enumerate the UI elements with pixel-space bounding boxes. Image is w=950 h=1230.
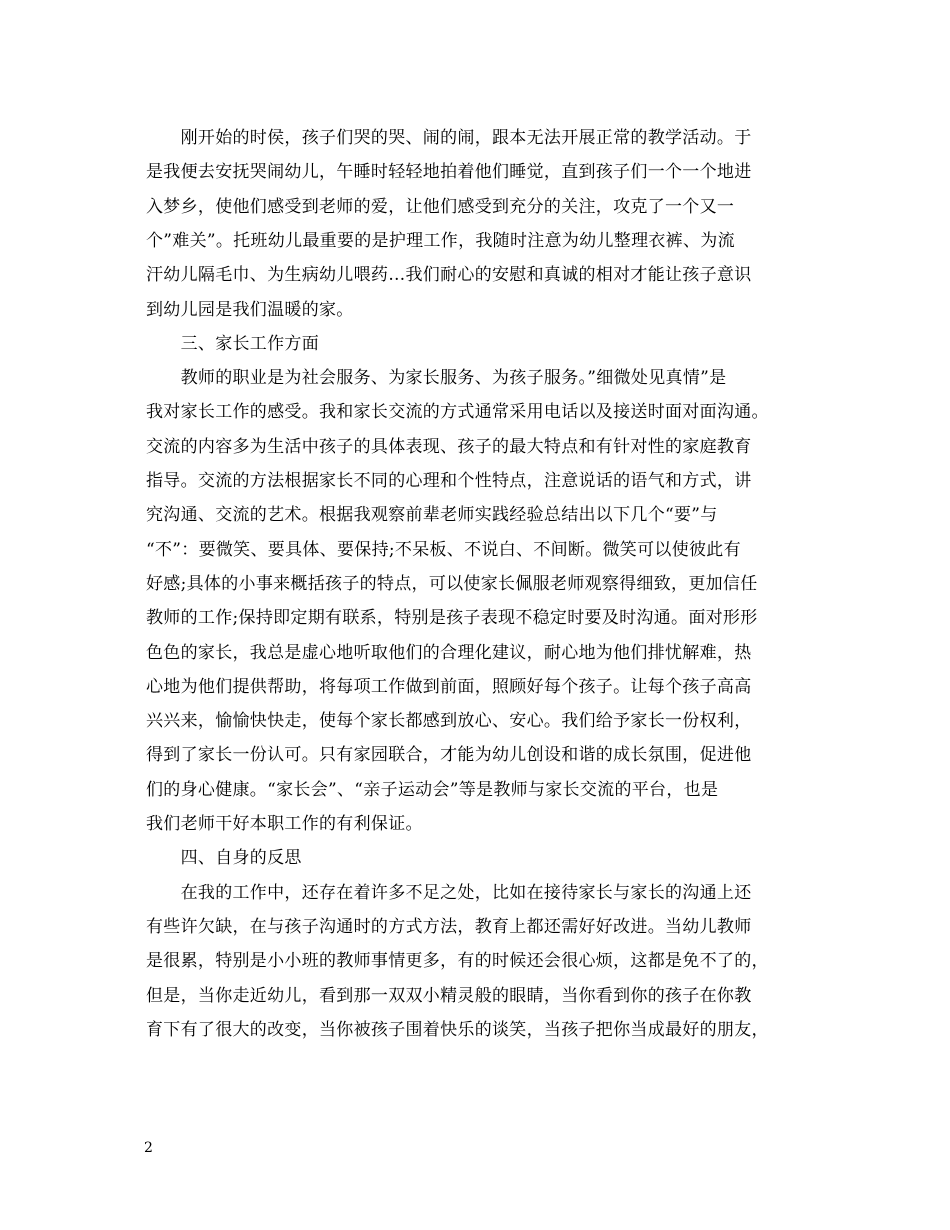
text-line: 刚开始的时侯，孩子们哭的哭、闹的闹，跟本无法开展正常的教学活动。于	[146, 128, 752, 148]
text-line: 在我的工作中，还存在着许多不足之处，比如在接待家长与家长的沟通上还	[146, 882, 752, 903]
page-number: 2	[144, 1140, 153, 1156]
text-line: 三、家长工作方面	[146, 333, 319, 354]
text-line: 汗幼儿隔毛巾、为生病幼儿喂药…我们耐心的安慰和真诚的相对才能让孩子意识	[146, 265, 752, 286]
text-line: 个”难关”。托班幼儿最重要的是护理工作，我随时注意为幼儿整理衣裤、为流	[146, 230, 735, 251]
text-line: 教师的工作;保持即定期有联系，特别是孩子表现不稳定时要及时沟通。面对形形	[146, 608, 758, 629]
text-line: 是我便去安抚哭闹幼儿，午睡时轻轻地拍着他们睡觉，直到孩子们一个一个地进	[146, 162, 752, 183]
text-line: 四、自身的反思	[146, 848, 302, 869]
text-line: 我们老师干好本职工作的有利保证。	[146, 814, 423, 834]
text-line: 指导。交流的方法根据家长不同的心理和个性特点，注意说话的语气和方式，讲	[146, 471, 752, 491]
text-line: 入梦乡，使他们感受到老师的爱，让他们感受到充分的关注，攻克了一个又一	[146, 196, 735, 217]
text-line: 到幼儿园是我们温暖的家。	[146, 299, 354, 320]
text-line: 育下有了很大的改变，当你被孩子围着快乐的谈笑，当孩子把你当成最好的朋友，	[146, 1019, 769, 1040]
text-line: 得到了家长一份认可。只有家园联合，才能为幼儿创设和谐的成长氛围，促进他	[146, 745, 752, 766]
text-line: 色色的家长，我总是虚心地听取他们的合理化建议，耐心地为他们排忧解难，热	[146, 642, 752, 663]
text-line: 交流的内容多为生活中孩子的具体表现、孩子的最大特点和有针对性的家庭教育	[146, 436, 752, 457]
text-line: 心地为他们提供帮助，将每项工作做到前面，照顾好每个孩子。让每个孩子高高	[146, 676, 752, 697]
text-line: 是很累，特别是小小班的教师事情更多，有的时候还会很心烦，这都是免不了的，	[146, 951, 769, 972]
text-line: 好感;具体的小事来概括孩子的特点，可以使家长佩服老师观察得细致，更加信任	[146, 573, 758, 594]
text-line: 兴兴来，愉愉快快走，使每个家长都感到放心、安心。我们给予家长一份权利，	[146, 711, 752, 732]
text-line: 教师的职业是为社会服务、为家长服务、为孩子服务。”细微处见真情”是	[146, 368, 727, 389]
text-line: “不”：要微笑、要具体、要保持;不呆板、不说白、不间断。微笑可以使彼此有	[146, 539, 741, 560]
text-line: 有些许欠缺，在与孩子沟通时的方式方法，教育上都还需好好改进。当幼儿教师	[146, 916, 752, 937]
text-line: 究沟通、交流的艺术。根据我观察前辈老师实践经验总结出以下几个“要”与	[146, 505, 718, 526]
text-line: 但是，当你走近幼儿，看到那一双双小精灵般的眼睛，当你看到你的孩子在你教	[146, 985, 752, 1006]
text-line: 我对家长工作的感受。我和家长交流的方式通常采用电话以及接送时面对面沟通。	[146, 402, 769, 423]
text-line: 们的身心健康。“家长会”、“亲子运动会”等是教师与家长交流的平台，也是	[146, 779, 719, 800]
